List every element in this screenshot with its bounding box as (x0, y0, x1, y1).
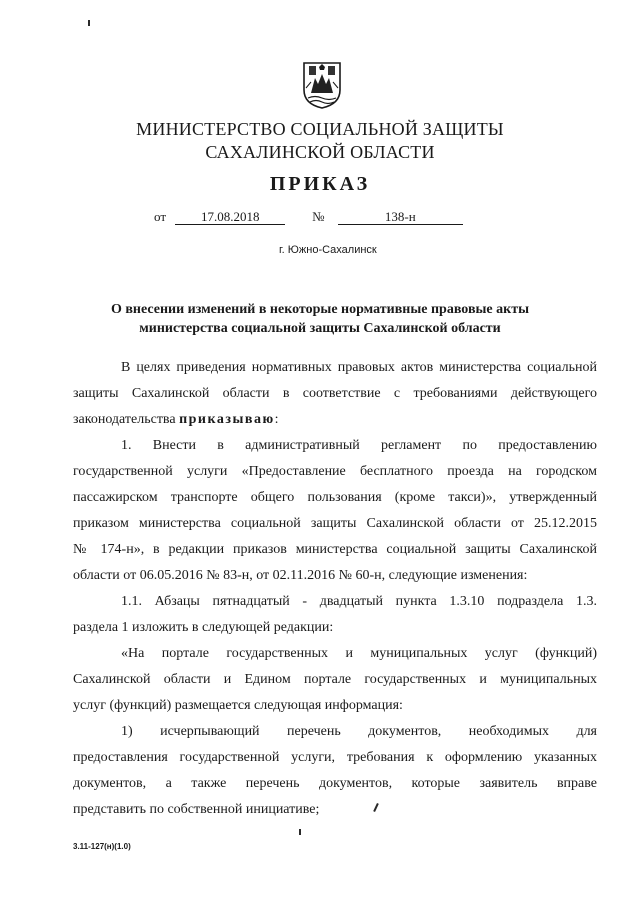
paragraph-line: представить по собственной инициативе; (73, 802, 320, 817)
paragraph-line (73, 407, 597, 433)
ministry-name (0, 118, 640, 164)
paragraph-line: услуг (функций) размещается следующая информация: (73, 698, 403, 713)
text-run: : (274, 412, 279, 427)
paragraph-line: государственной услуги «Предоставление бесплатного проезда на городском (73, 464, 597, 479)
ministry-name-line1: МИНИСТЕРСТВО СОЦИАЛЬНОЙ ЗАЩИТЫ (136, 119, 504, 139)
paragraph-line: приказом министерства социальной защиты Сахалинской области от 25.12.2015 (73, 516, 597, 531)
document-title (0, 300, 640, 338)
document-title-line2: министерства социальной защиты Сахалинской области (139, 321, 501, 336)
text-run: законодательства (73, 412, 176, 427)
date-number-line (154, 209, 463, 225)
paragraph-line: защиты Сахалинской области в соответствие с требованиями действующего (73, 386, 597, 401)
order-keyword: приказываю (179, 412, 275, 427)
paragraph-line: предоставления государственной услуги, требования к оформлению указанных (73, 750, 597, 765)
paragraph-line: 1) исчерпывающий перечень документов, необходимых для (121, 724, 597, 739)
ministry-name-line2: САХАЛИНСКОЙ ОБЛАСТИ (205, 142, 435, 162)
paragraph-line: документов, а также перечень документов, которые заявитель вправе (73, 776, 597, 791)
number-prefix: № (312, 209, 325, 224)
paragraph-line: области от 06.05.2016 № 83-н, от 02.11.2016 № 60-н, следующие изменения: (73, 568, 528, 583)
document-title-line1: О внесении изменений в некоторые нормативные правовые акты (110, 302, 530, 317)
document-type: ПРИКАЗ (269, 173, 371, 195)
document-body (73, 355, 597, 823)
scan-mark (88, 20, 90, 26)
coat-of-arms-icon (301, 60, 343, 110)
document-date: 17.08.2018 (175, 210, 285, 225)
paragraph-line: В целях приведения нормативных правовых актов министерства социальной (121, 360, 597, 375)
date-prefix: от (154, 209, 167, 224)
document-number: 138-н (338, 210, 463, 225)
paragraph-line: раздела 1 изложить в следующей редакции: (73, 620, 334, 635)
paragraph-line: 1.1. Абзацы пятнадцатый - двадцатый пункта 1.3.10 подраздела 1.3. (121, 594, 597, 609)
paragraph-line: 1. Внести в административный регламент по предоставлению (121, 438, 597, 453)
paragraph-line: пассажирском транспорте общего пользования (кроме такси)», утвержденный (73, 490, 597, 505)
form-code: 3.11-127(н)(1.0) (73, 842, 131, 851)
city: г. Южно-Сахалинск (279, 244, 377, 256)
paragraph-line: Сахалинской области и Едином портале государственных и муниципальных (73, 672, 597, 687)
paragraph-line: «На портале государственных и муниципальных услуг (функций) (121, 646, 597, 661)
paragraph-line: № 174-н», в редакции приказов министерства социальной защиты Сахалинской (73, 542, 597, 557)
scan-mark (299, 829, 301, 835)
